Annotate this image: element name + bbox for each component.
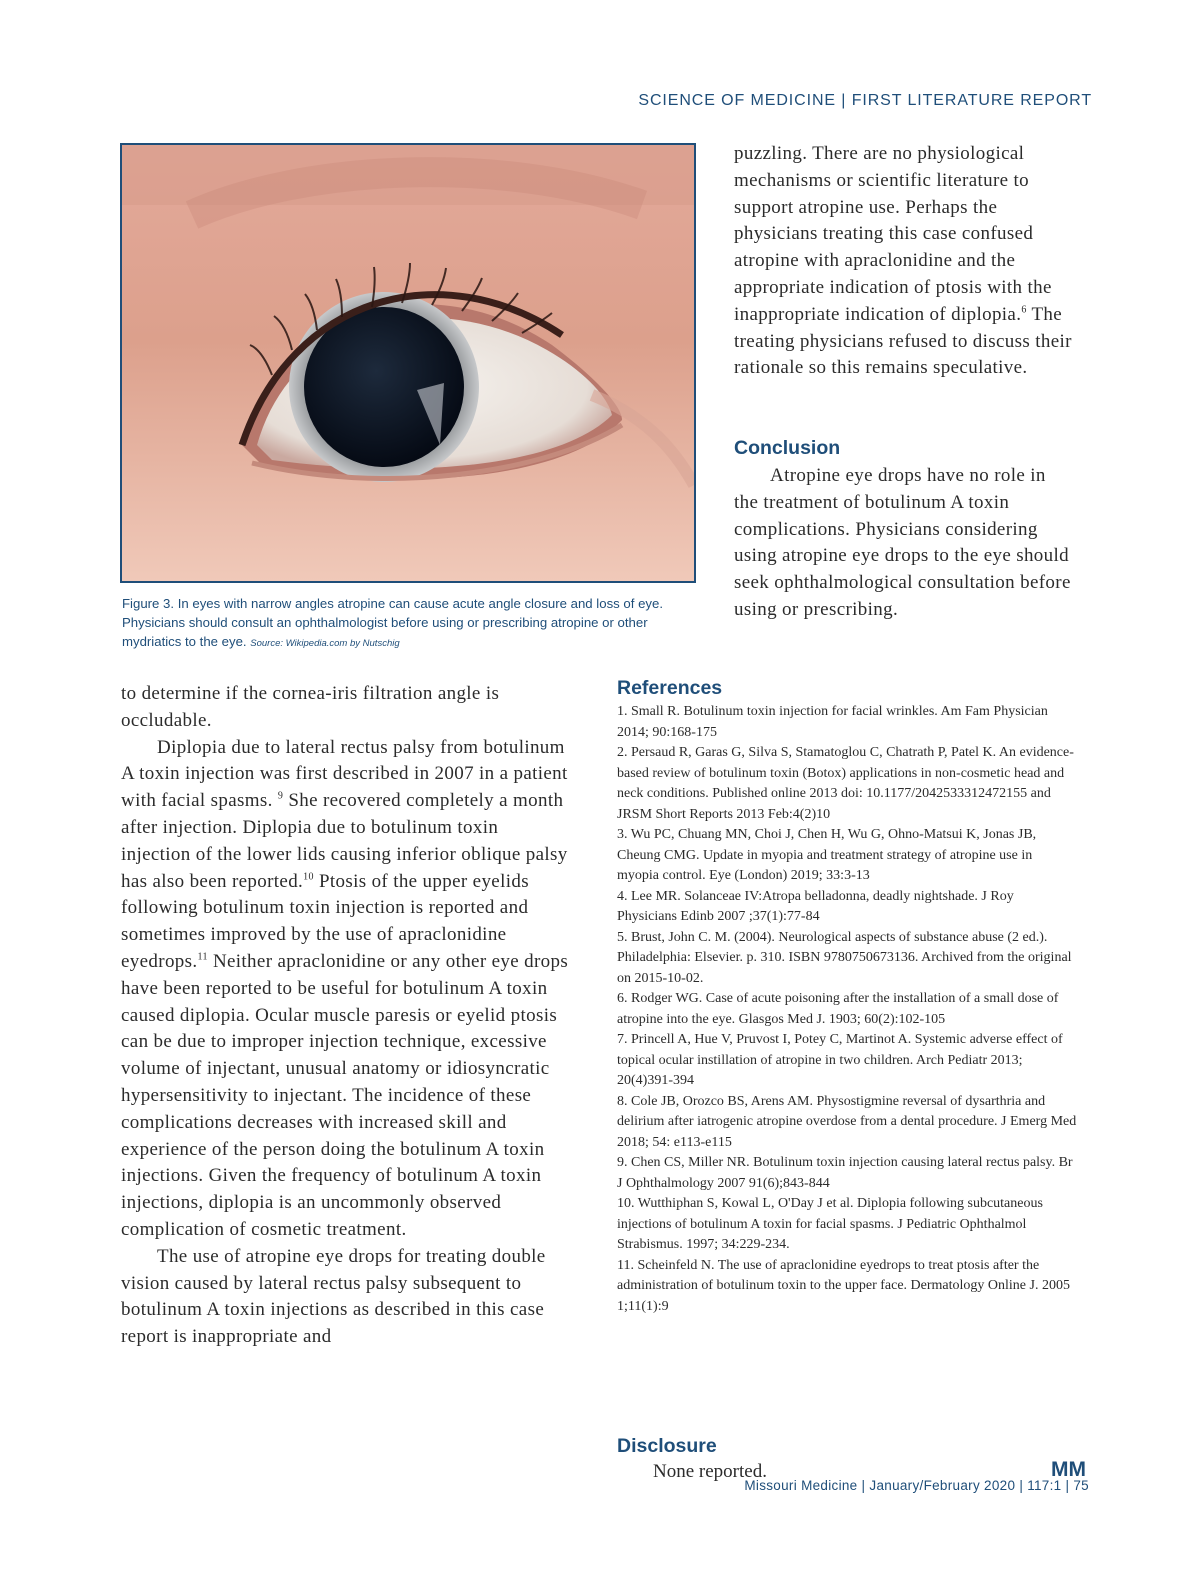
reference-item: 10. Wutthiphan S, Kowal L, O'Day J et al. Diplopia following subcutaneous injections of botulinum A toxin for facial spasms. J Pediatric Ophthalmol Strabismus. 1997; 34:229-234. bbox=[617, 1196, 1043, 1252]
reference-item: 11. Scheinfeld N. The use of apraclonidine eyedrops to treat ptosis after the administration of botulinum toxin to the upper face. Dermatology Online J. 2005 1;11(1):9 bbox=[617, 1257, 1070, 1314]
reference-item: 9. Chen CS, Miller NR. Botulinum toxin injection causing lateral rectus palsy. Br J Ophthalmology 2007 91(6);843-844 bbox=[617, 1155, 1073, 1191]
reference-item: 1. Small R. Botulinum toxin injection for facial wrinkles. Am Fam Physician 2014; 90:168-175 bbox=[617, 704, 1048, 740]
disclosure-text: None reported. bbox=[653, 1461, 767, 1482]
conclusion-heading: Conclusion bbox=[734, 437, 841, 459]
reference-item: 2. Persaud R, Garas G, Silva S, Stamatoglou C, Chatrath P, Patel K. An evidence-based review of botulinum toxin (Botox) applications in non-cosmetic head and neck conditions. Published online 2013 doi: 10.1177/2042533312472155 and JRSM Short Reports 2013 Feb:4(2)10 bbox=[617, 745, 1074, 822]
body-text: Diplopia due to lateral rectus palsy from botulinum A toxin injection was first described in 2007 in a patient with facial spasms. bbox=[121, 736, 568, 812]
disclosure-heading: Disclosure bbox=[617, 1435, 717, 1457]
citation-superscript: 10 bbox=[303, 871, 314, 883]
caption-text: Figure 3. In eyes with narrow angles atropine can cause acute angle closure and loss of eye. Physicians should consult an ophthalmologist before using or prescribing atropine or other mydriatics to the eye. bbox=[122, 596, 664, 649]
reference-item: 7. Princell A, Hue V, Pruvost I, Potey C, Martinot A. Systemic adverse effect of topical ocular instillation of atropine in two children. Arch Pediatr 2013; 20(4)391-394 bbox=[617, 1032, 1063, 1088]
paragraph-3: The use of atropine eye drops for treating double vision caused by lateral rectus palsy subsequent to botulinum A toxin injections as described in this case report is inappropriate and bbox=[121, 1245, 546, 1348]
figure-caption bbox=[122, 594, 702, 653]
reference-item: 3. Wu PC, Chuang MN, Choi J, Chen H, Wu G, Ohno-Matsui K, Jonas JB, Cheung CMG. Update in myopia and treatment strategy of atropine use in myopia control. Eye (London) 2019; 33:3-13 bbox=[617, 827, 1037, 883]
reference-item: 5. Brust, John C. M. (2004). Neurological aspects of substance abuse (2 ed.). Philadelphia: Elsevier. p. 310. ISBN 9780750673136. Archived from the original on 2015-10-02. bbox=[617, 929, 1072, 986]
citation-superscript: 9 bbox=[277, 790, 284, 802]
body-text: Ptosis of the upper eyelids following botulinum toxin injection is reported and sometimes improved by the use of apraclonidine eyedrops. bbox=[121, 870, 529, 972]
conclusion-text bbox=[734, 463, 1074, 624]
end-mark: MM bbox=[1051, 1458, 1086, 1481]
right-column-top-text bbox=[734, 141, 1074, 382]
references-heading: References bbox=[617, 677, 723, 699]
conclusion-paragraph: Atropine eye drops have no role in the treatment of botulinum A toxin complications. Physicians considering using atropine eye drops to the eye should seek ophthalmological consultation before using or prescribing. bbox=[734, 465, 1071, 620]
references-list bbox=[617, 702, 1077, 1317]
paragraph-1: to determine if the cornea-iris filtration angle is occludable. bbox=[121, 683, 500, 731]
reference-item: 6. Rodger WG. Case of acute poisoning after the installation of a small dose of atropine into the eye. Glasgos Med J. 1903; 60(2):102-105 bbox=[617, 991, 1059, 1027]
left-column-text bbox=[121, 681, 569, 1351]
reference-item: 4. Lee MR. Solanceae IV:Atropa belladonna, deadly nightshade. J Roy Physicians Edinb 2007 ;37(1):77-84 bbox=[617, 888, 1014, 924]
citation-superscript: 11 bbox=[197, 951, 208, 963]
page-footer: Missouri Medicine | January/February 2020 | 117:1 | 75 bbox=[744, 1478, 1089, 1493]
citation-superscript: 6 bbox=[1021, 304, 1027, 316]
reference-item: 8. Cole JB, Orozco BS, Arens AM. Physostigmine reversal of dysarthria and delirium after iatrogenic atropine overdose from a dental procedure. J Emerg Med 2018; 54: e113-e115 bbox=[617, 1093, 1077, 1150]
figure-eye-photo bbox=[120, 143, 696, 583]
body-text: She recovered completely a month after injection. Diplopia due to botulinum toxin injection of the lower lids causing inferior oblique palsy has also been reported. bbox=[121, 790, 568, 892]
body-text: Neither apraclonidine or any other eye drops have been reported to be useful for botulinum A toxin caused diplopia. Ocular muscle paresis or eyelid ptosis can be due to improper injection technique, excessive volume of injectant, unusual anatomy or idiosyncratic hypersensitivity to injectant. The incidence of these complications decreases with increased skill and experience of the person doing the botulinum A toxin injections. Given the frequency of botulinum A toxin injections, diplopia is an uncommonly observed complication of cosmetic treatment. bbox=[121, 950, 569, 1240]
eye-illustration bbox=[122, 145, 694, 581]
body-text: puzzling. There are no physiological mechanisms or scientific literature to support atropine use. Perhaps the physicians treating this case confused atropine with apraclonidine and the appropriate indication of ptosis with the inappropriate indication of diplopia. bbox=[734, 143, 1052, 325]
caption-source: Source: Wikipedia.com by Nutschig bbox=[250, 638, 400, 649]
body-text: The treating physicians refused to discuss their rationale so this remains speculative. bbox=[734, 303, 1072, 379]
paragraph-2 bbox=[121, 735, 569, 1244]
running-head: SCIENCE OF MEDICINE | FIRST LITERATURE REPORT bbox=[638, 92, 1092, 109]
